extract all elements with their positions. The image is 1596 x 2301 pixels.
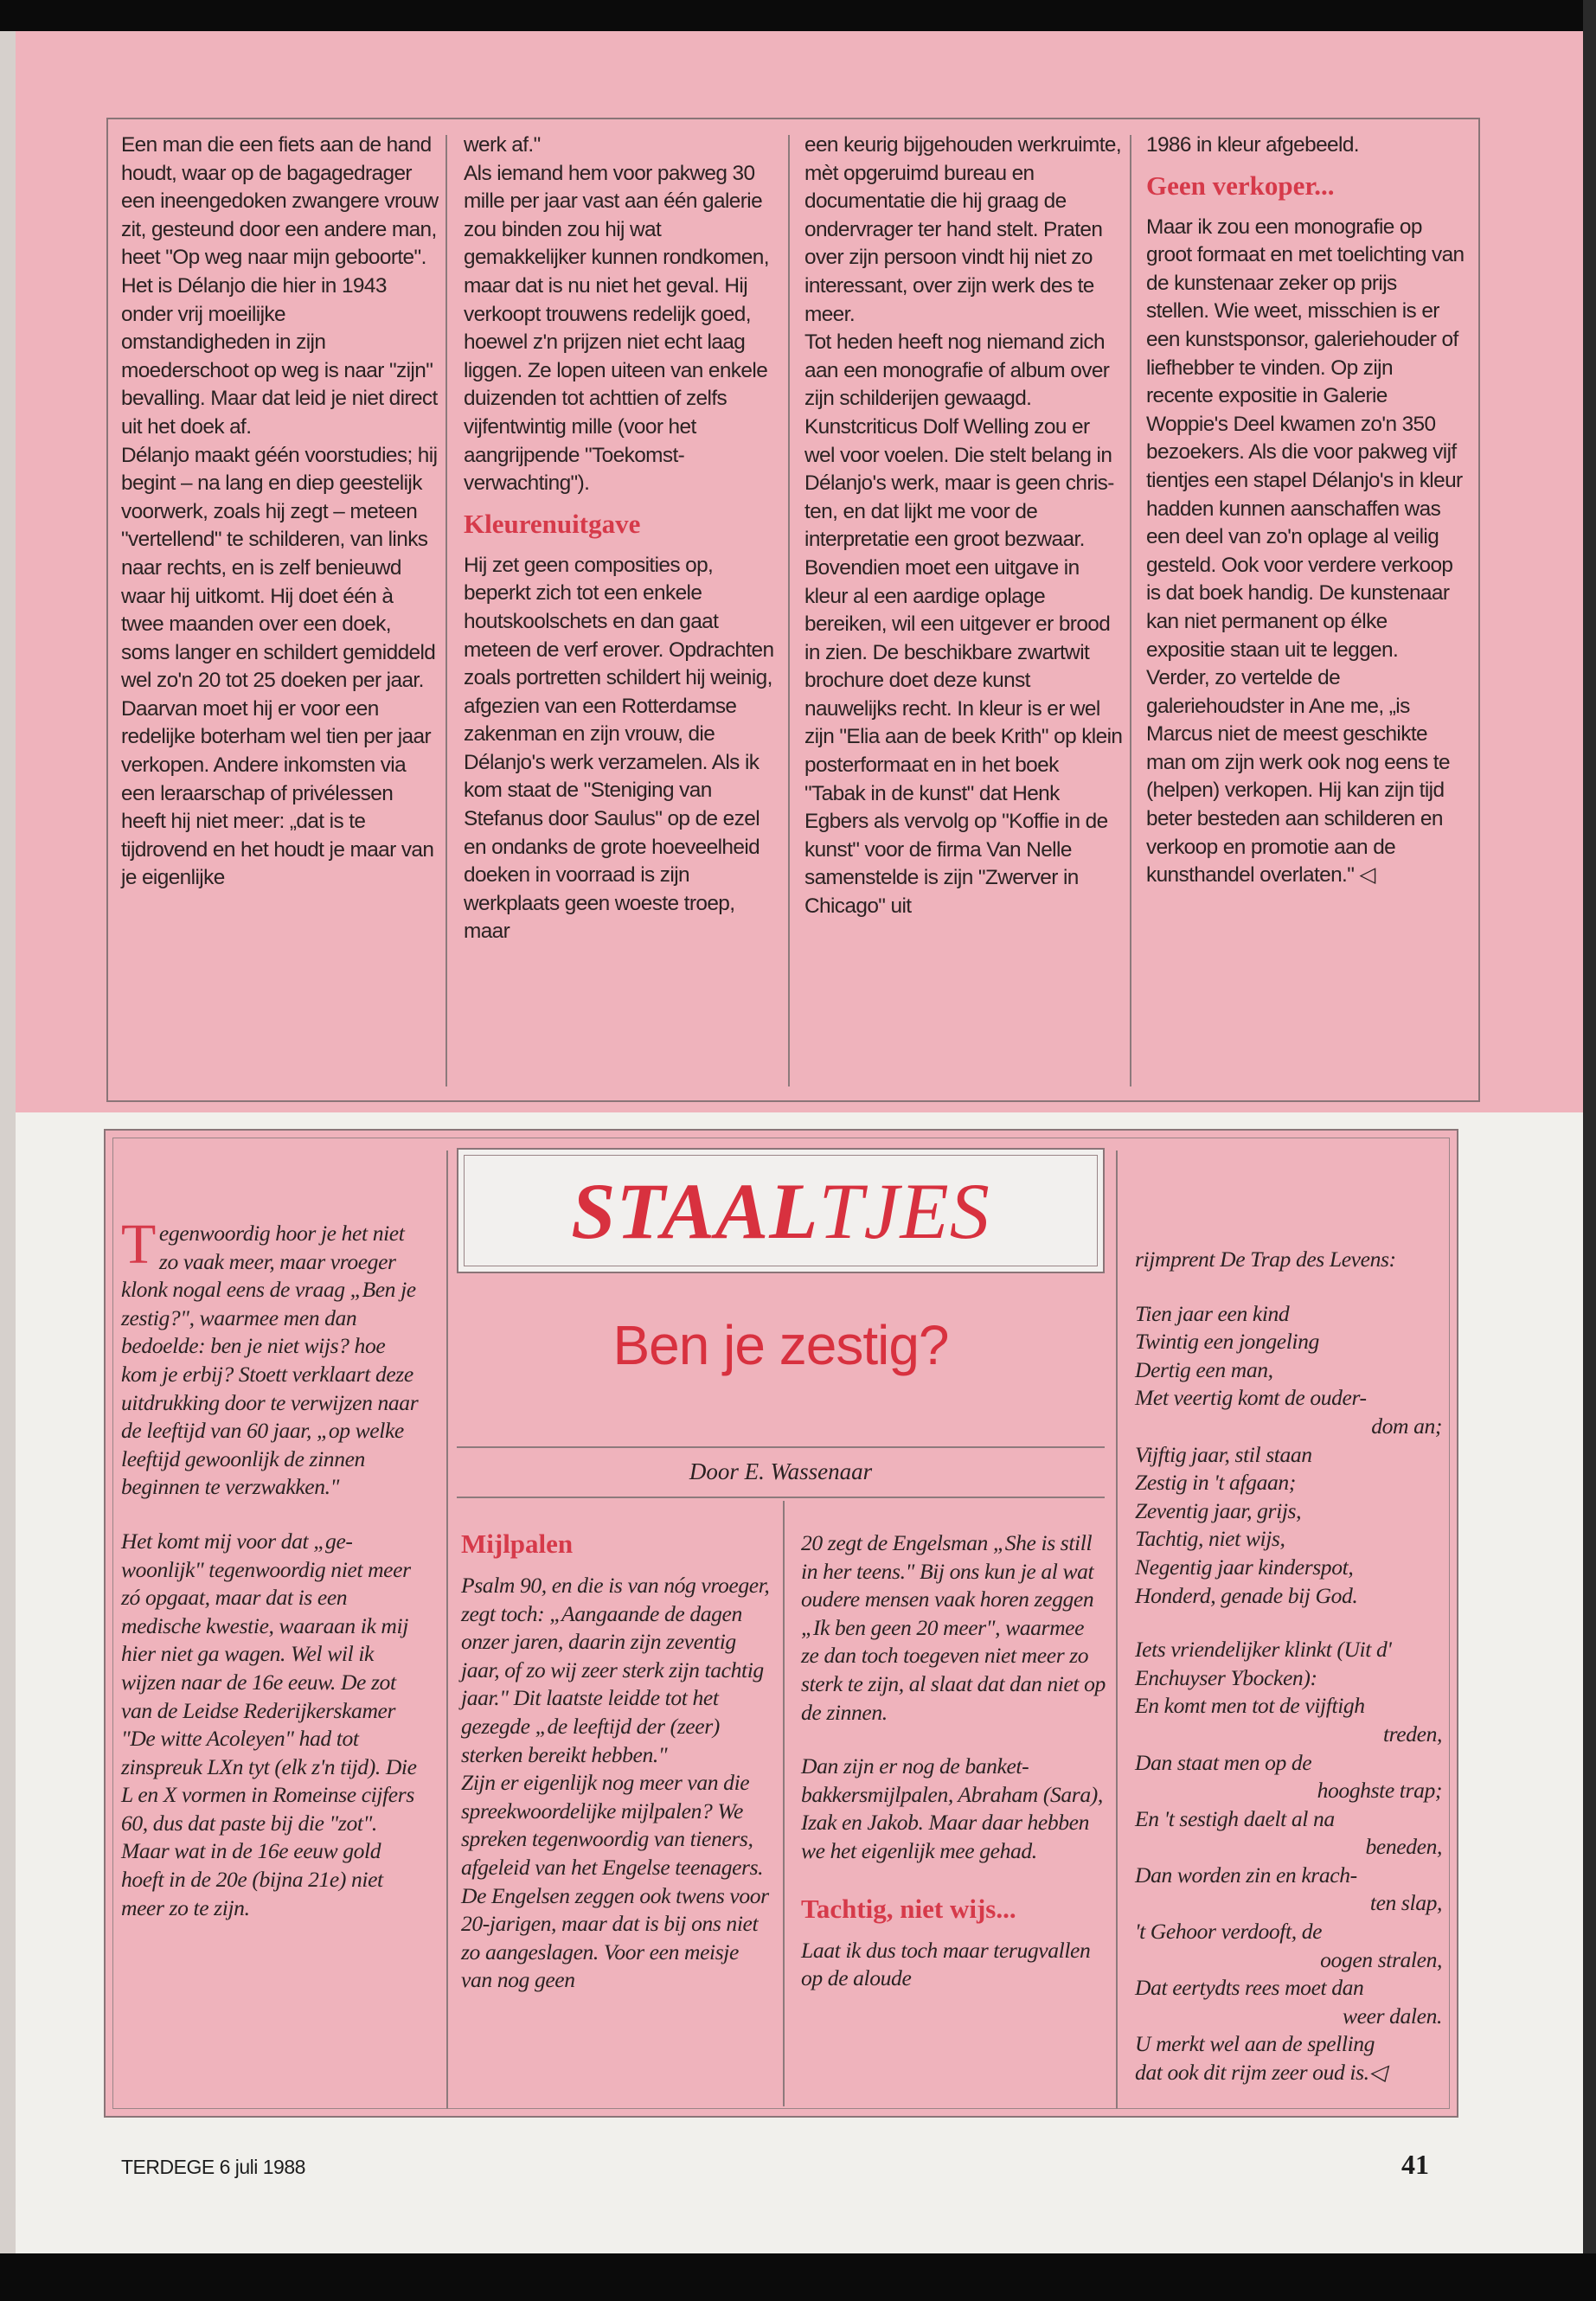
paragraph: Maar ik zou een monografie op groot formaat en met toelichting van de kunstenaar zeker op prijs stellen. Wie weet, misschien is er een kunstsponsor, galeriehouder of liefhebber te vinden. Op zijn recente expositie in Galerie Woppie's Deel kwamen zo'n 350 bezoekers. Als die voor pakweg vijf tientjes een stapel Délanjo's in kleur hadden kunnen aanschaffen was een deel van zo'n oplage al veilig gesteld. Ook voor verdere verkoop is dat boek handig. De kunstenaar kan niet permanent op élke expositie staan uit te leggen. Verder, zo vertelde de galeriehoudster in Ane me, „is Marcus niet de meest geschikte man om zijn werk ook nog eens te (helpen) verkopen. Hij kan zijn tijd beter besteden aan schilderen en verkoop en promotie aan de kunsthandel overlaten." ◁ xyxy=(1146,215,1465,888)
poem-line: hooghste trap; xyxy=(1317,1778,1442,1804)
byline-rule xyxy=(457,1497,1105,1498)
poem-line: Dan staat men op de xyxy=(1135,1749,1312,1775)
poem-line: Zestig in 't afgaan; xyxy=(1135,1470,1296,1496)
staaltjes-column-2 xyxy=(461,1527,772,1995)
paragraph: Zijn er eigenlijk nog meer van die spreekwoordelijke mijlpalen? We spreken tegenwoordig van tieners, afgeleid van het Engelse teenagers. De Engelsen zeggen ook twens voor 20-jarigen, maar dat is bij ons niet zo aangeslagen. Voor een meisje van nog geen xyxy=(461,1770,769,1993)
paragraph: rijmprent De Trap des Levens: xyxy=(1135,1247,1396,1272)
paragraph: Tot heden heeft nog niemand zich aan een monografie of album over zijn schilderijen gewaagd. Kunstcriticus Dolf Welling zou er wel voor voelen. Die stelt belang in Délanjo's werk, maar is geen christen, en dat lijkt me voor de interpretatie een groot bezwaar. Bovendien moet een uitgave in kleur al een aardige oplage bereiken, wil een uitgever er brood in zien. De beschikbare zwartwit brochure doet deze kunst nauwelijks recht. In kleur is er wel zijn "Elia aan de beek Krith" op klein posterformaat en in het boek "Tabak in de kunst" dat Henk Egbers als vervolg op "Koffie in de kunst" voor de firma Van Nelle samenstelde is zijn "Zwerver in Chicago" uit xyxy=(804,330,1123,919)
poem-line: weer dalen. xyxy=(1342,2003,1442,2029)
poem-line: Dat eertydts rees moet dan xyxy=(1135,1975,1364,2001)
poem-line: Dan worden zin en krach- xyxy=(1135,1862,1357,1888)
column-rule xyxy=(1116,1150,1118,2109)
intro-paragraph: Tegenwoordig hoor je het niet zo vaak meer, maar vroeger klonk nogal eens de vraag „Ben je zestig?", waarmee men dan bedoelde: ben je niet wijs? hoe kom je erbij? Stoett verklaart deze uitdrukking door te verwijzen naar de leeftijd van 60 jaar, „op welke leeftijd gewoonlijk de zinnen beginnen te verzwakken." xyxy=(121,1213,419,1500)
paragraph: Délanjo maakt géén voorstudies; hij begint – na lang en diep geestelijk voorwerk, zoals hij zegt – meteen "vertellend" te schilderen, van links naar rechts, en is zelf benieuwd waar hij uitkomt. Hij doet één à twee maanden over een doek, soms langer en schildert gemiddeld wel zo'n 20 tot 25 doeken per jaar. Daarvan moet hij er voor een redelijke boterham wel tien per jaar verkopen. Andere inkomsten via een leraarschap of privélessen heeft hij niet meer: „dat is te tijdrovend en het houdt je maar van je eigenlijke xyxy=(121,443,438,890)
poem-line: dat ook dit rijm zeer oud is.◁ xyxy=(1135,2060,1386,2086)
headline-rule xyxy=(457,1446,1105,1448)
paragraph: Een man die een fiets aan de hand houdt, waar op de bagagedrager een ineengedoken zwangere vrouw zit, gesteund door een andere man, heet "Op weg naar mijn geboorte". Het is Délanjo die hier in 1943 onder vrij moeilijke omstandigheden in zijn moederschoot op weg is naar "zijn" bevalling. Maar dat leid je niet direct uit het doek af. xyxy=(121,133,439,439)
poem-line: oogen stralen, xyxy=(1320,1946,1442,1972)
poem-line: treden, xyxy=(1382,1721,1442,1747)
section-title: STAALTJES xyxy=(571,1166,990,1255)
scan-bottom-border xyxy=(0,2253,1596,2301)
paragraph: Psalm 90, en die is van nóg vroeger, zegt toch: „Aangaande de dagen onzer jaren, daarin zijn zeventig jaar, of zo wij zeer sterk zijn tachtig jaar." Dit laatste leidde tot het gezegde „de leeftijd der (zeer) sterken bereikt hebben." xyxy=(461,1573,770,1767)
paragraph: Laat ik dus toch maar terugvallen op de aloude xyxy=(801,1937,1091,1991)
staaltjes-title-box xyxy=(457,1148,1105,1273)
poem-enchuyser xyxy=(1135,1692,1442,2086)
poem-line: U merkt wel aan de spelling xyxy=(1135,2031,1375,2057)
poem-line: Zeventig jaar, grijs, xyxy=(1135,1497,1302,1523)
scan-top-border xyxy=(0,0,1596,31)
paragraph: Iets vriendelijker klinkt (Uit d' Enchuyser Ybocken): xyxy=(1135,1637,1392,1690)
subheading: Kleurenuitgave xyxy=(464,508,641,539)
drop-cap: T xyxy=(121,1213,156,1276)
poem-line: Honderd, genade bij God. xyxy=(1135,1582,1358,1608)
poem-line: En komt men tot de vijftigh xyxy=(1135,1693,1365,1719)
subheading-mijlpalen: Mijlpalen xyxy=(461,1529,574,1559)
paragraph: Dan zijn er nog de banketbakkersmijlpalen, Abraham (Sara), Izak en Jakob. Maar daar hebben we het eigenlijk mee gehad. xyxy=(801,1753,1103,1863)
poem-line: Tachtig, niet wijs, xyxy=(1135,1526,1285,1552)
poem-line: beneden, xyxy=(1365,1834,1442,1860)
poem-line: 't Gehoor verdooft, de xyxy=(1135,1919,1323,1945)
poem-de-trap-des-levens xyxy=(1135,1300,1442,1611)
staaltjes-column-4 xyxy=(1135,1246,1442,2087)
poem-line: dom an; xyxy=(1371,1413,1442,1439)
poem-line: En 't sestigh daelt al na xyxy=(1135,1805,1335,1831)
poem-line: Met veertig komt de ouder- xyxy=(1135,1385,1367,1411)
headline: Ben je zestig? xyxy=(612,1314,949,1376)
article-column-4 xyxy=(1146,131,1465,890)
footer-publication: TERDEGE 6 juli 1988 xyxy=(121,2156,305,2178)
paragraph: werk af." xyxy=(464,133,541,157)
paragraph: 1986 in kleur afgebeeld. xyxy=(1146,133,1359,157)
paragraph: Als iemand hem voor pakweg 30 mille per jaar vast aan één galerie zou binden zou hij wat gemakkelijker kunnen rondkomen, maar dat is nu niet het geval. Hij verkoopt trouwens redelijk goed, hoewel z'n prijzen niet echt laag liggen. Ze lopen uiteen van enkele duizenden tot achttien of zelfs vijfentwintig mille (voor het aangrijpende "Toekomstverwachting"). xyxy=(464,161,769,496)
staaltjes-column-3 xyxy=(801,1529,1106,1993)
article-column-2 xyxy=(464,131,782,946)
column-rule xyxy=(1130,135,1131,1086)
scan-right-edge xyxy=(1583,0,1596,2301)
staaltjes-column-1 xyxy=(121,1213,424,1922)
paragraph: een keurig bijgehouden werkruimte, mèt opgeruimd bureau en documentatie die hij graag de ondervrager ter hand stelt. Praten over zijn persoon vindt hij niet zo interessant, over zijn werk des te meer. xyxy=(804,133,1122,326)
column-rule xyxy=(788,135,790,1086)
column-rule xyxy=(445,135,447,1086)
paragraph: 20 zegt de Engelsman „She is still in her teens." Bij ons kun je al wat oudere mensen vaak horen zeggen „Ik ben geen 20 meer", waarmee ze dan toch toegeven niet meer zo sterk te zijn, al slaat dat dan niet op de zinnen. xyxy=(801,1530,1106,1725)
article-top xyxy=(16,31,1583,1112)
poem-line: Vijftig jaar, stil staan xyxy=(1135,1441,1312,1467)
scan-left-edge xyxy=(0,31,16,2253)
column-rule xyxy=(783,1501,785,2106)
poem-line: Dertig een man, xyxy=(1135,1356,1273,1382)
poem-line: ten slap, xyxy=(1369,1890,1442,1916)
subheading: Geen verkoper... xyxy=(1146,170,1335,201)
column-rule xyxy=(446,1150,448,2109)
byline: Door E. Wassenaar xyxy=(689,1458,873,1484)
poem-line: Negentig jaar kinderspot, xyxy=(1135,1554,1354,1580)
poem-line: Tien jaar een kind xyxy=(1135,1300,1290,1326)
paragraph: Hij zet geen composities op, beperkt zich tot een enkele houtskoolschets en dan gaat meteen de verf erover. Opdrachten zoals portretten schildert hij weinig, afgezien van een Rotterdamse zakenman en zijn vrouw, die Délanjo's werk verzamelen. Als ik kom staat de "Steniging van Stefanus door Saulus" op de ezel en ondanks de grote hoeveelheid doeken in voorraad is zijn werkplaats geen woeste troep, maar xyxy=(464,553,774,944)
poem-line: Twintig een jongeling xyxy=(1135,1329,1319,1355)
subheading-tachtig: Tachtig, niet wijs... xyxy=(801,1893,1016,1924)
article-column-3 xyxy=(804,131,1123,921)
paragraph: Het komt mij voor dat „gewoonlijk" tegenwoordig niet meer zó opgaat, maar dat is een medische kwestie, waaraan ik mij hier niet ga wagen. Wel wil ik wijzen naar de 16e eeuw. De zot van de Leidse Rederijkerskamer "De witte Acoleyen" had tot zinspreuk LXn tyt (elk z'n tijd). Die L en X vormen in Romeinse cijfers 60, dus dat paste bij die "zot". Maar wat in de 16e eeuw gold hoeft in de 20e (bijna 21e) niet meer zo te zijn. xyxy=(121,1528,417,1920)
article-column-1 xyxy=(121,131,439,893)
page-number: 41 xyxy=(1401,2149,1429,2180)
